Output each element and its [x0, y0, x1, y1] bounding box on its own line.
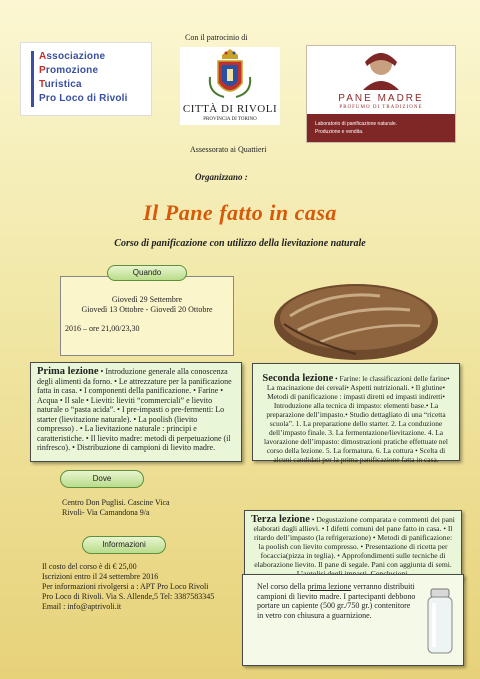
apt-pro-loco-logo: [20, 42, 152, 116]
patronage-text: Con il patrocinio di: [185, 33, 248, 42]
address-line: Rivoli- Via Camandona 9/a: [62, 508, 150, 517]
coat-of-arms-icon: [180, 47, 280, 103]
logo-brand: PANE MADRE: [338, 93, 424, 104]
logo-line: Promozione: [39, 65, 99, 76]
lezione-title: Terza lezione: [251, 514, 310, 525]
lezione-text: • Degustazione comparata e commenti dei pani elaborati dagli allievi. • I difetti comuni del pane fatto in casa. • Il ritardo dell’impasto (la refrigerazione) • Metodi di panificazione: la poolish con lievito compresso. • Presentazione di ricetta per focaccia(pizza in teglia). • Approfondimenti sulle tecniche di elaborazione lievito. Il pane di segale. Pani con aggiunta di semi.: [253, 515, 455, 569]
page-subtitle: Corso di panificazione con utilizzo della lievitazione naturale: [114, 238, 366, 249]
info-email: Email : info@aptrivoli.it: [42, 602, 122, 611]
informazioni-label: Informazioni: [82, 536, 166, 554]
assessorato-text: Assessorato ai Quattieri: [190, 145, 267, 154]
logo-bar: [31, 51, 34, 107]
time-line: 2016 – ore 21,00/23,30: [65, 324, 140, 333]
logo-band-line: Produzione e vendita.: [315, 129, 364, 135]
organizzano-text: Organizzano :: [195, 172, 248, 182]
lezione-title: Seconda lezione: [262, 373, 334, 384]
dove-address: [62, 498, 170, 518]
info-line: Pro Loco di Rivoli. Via S. Allende,5 Tel: 3387583345: [42, 592, 215, 601]
nota-text: Nel corso della prima lezione verranno distribuiti campioni di lievito madre. I partecipanti debbono portare un capiente (500 gr./750 gr.) contenitore in vetro con chiusura a guarnizione.: [257, 582, 416, 620]
lezione-title: Prima lezione: [37, 366, 99, 377]
dove-label: Dove: [60, 470, 144, 488]
date-line: Giovedì 29 Settembre: [111, 295, 183, 304]
address-line: Centro Don Puglisi. Cascine Vica: [62, 498, 170, 507]
logo-line: Pro Loco di Rivoli: [39, 93, 128, 104]
logo-name: CITTÀ DI RIVOLI: [182, 103, 278, 115]
nota-box: [242, 574, 464, 666]
logo-province: PROVINCIA DI TORINO: [203, 117, 257, 122]
logo-line: Associazione: [39, 51, 106, 62]
date-line: Giovedì 13 Ottobre - Giovedì 20 Ottobre: [81, 305, 213, 314]
quando-label: Quando: [107, 265, 187, 281]
lezione-text: • Introduzione generale alla conoscenza degli alimenti da forno. • Le attrezzature per la panificazione fatta in casa. • I componenti della panificazione. • Farine • Acqua • Il sale • Lieviti: lieviti “commerciali” e lievito naturale o “pasta acida”. • I pre-impasti o pre-fermenti: Lo starter (lievitazione naturale). • La poolish (lievito compresso) . • La lievitazione naturale : principi e caratteristiche. • Il lievito madre: metodi di perpetuazione (il rinfresco). • Distribuzione di campioni di lievito madre.: [37, 367, 232, 452]
seconda-lezione-box: [252, 363, 460, 464]
lezione-text: • Farine: le classificazioni delle farine• La macinazione dei cereali• Aspetti nutrizionali. • Il glutine• Metodi di panificazione : impasti diretti ed impasti indiretti• Introduzione alla tecnica di impasto: elementi base.• La preparazione dell’impasto.• Studio dettagliato di una “ricetta scuola”. 1. La preparazione dello starter. 2. La conduzione dell’impasto finale. 3. La fermentazione/lievitazione. 4. La lavorazione dell’impasto: dimostrazioni pratiche effettuate nel corso della lezione. 5. La formatura. 6. La cottura • Scelta di alcuni candidati per la prima panificazione fatta in casa.: [264, 374, 450, 464]
logo-band: [307, 114, 455, 142]
pane-madre-logo: [306, 45, 456, 143]
info-line: Per informazioni rivolgersi a : APT Pro Loco Rivoli: [42, 582, 209, 591]
page-title: Il Pane fatto in casa: [143, 200, 337, 225]
baker-portrait-icon: [307, 46, 455, 90]
glass-jar-icon: [425, 587, 455, 657]
prima-lezione-box: [30, 362, 242, 462]
terza-lezione-box: [244, 510, 462, 580]
informazioni-text: [42, 562, 214, 612]
logo-tagline: PROFUMO DI TRADIZIONE: [339, 105, 423, 110]
info-line: Il costo del corso è di € 25,00: [42, 562, 137, 571]
quando-box: [60, 268, 234, 356]
bread-photo: [270, 276, 438, 362]
info-line: Iscrizioni entro il 24 settembre 2016: [42, 572, 159, 581]
citta-di-rivoli-logo: [180, 47, 280, 125]
logo-line: Turistica: [39, 79, 82, 90]
logo-band-line: Laboratorio di panificazione naturale.: [315, 121, 397, 127]
